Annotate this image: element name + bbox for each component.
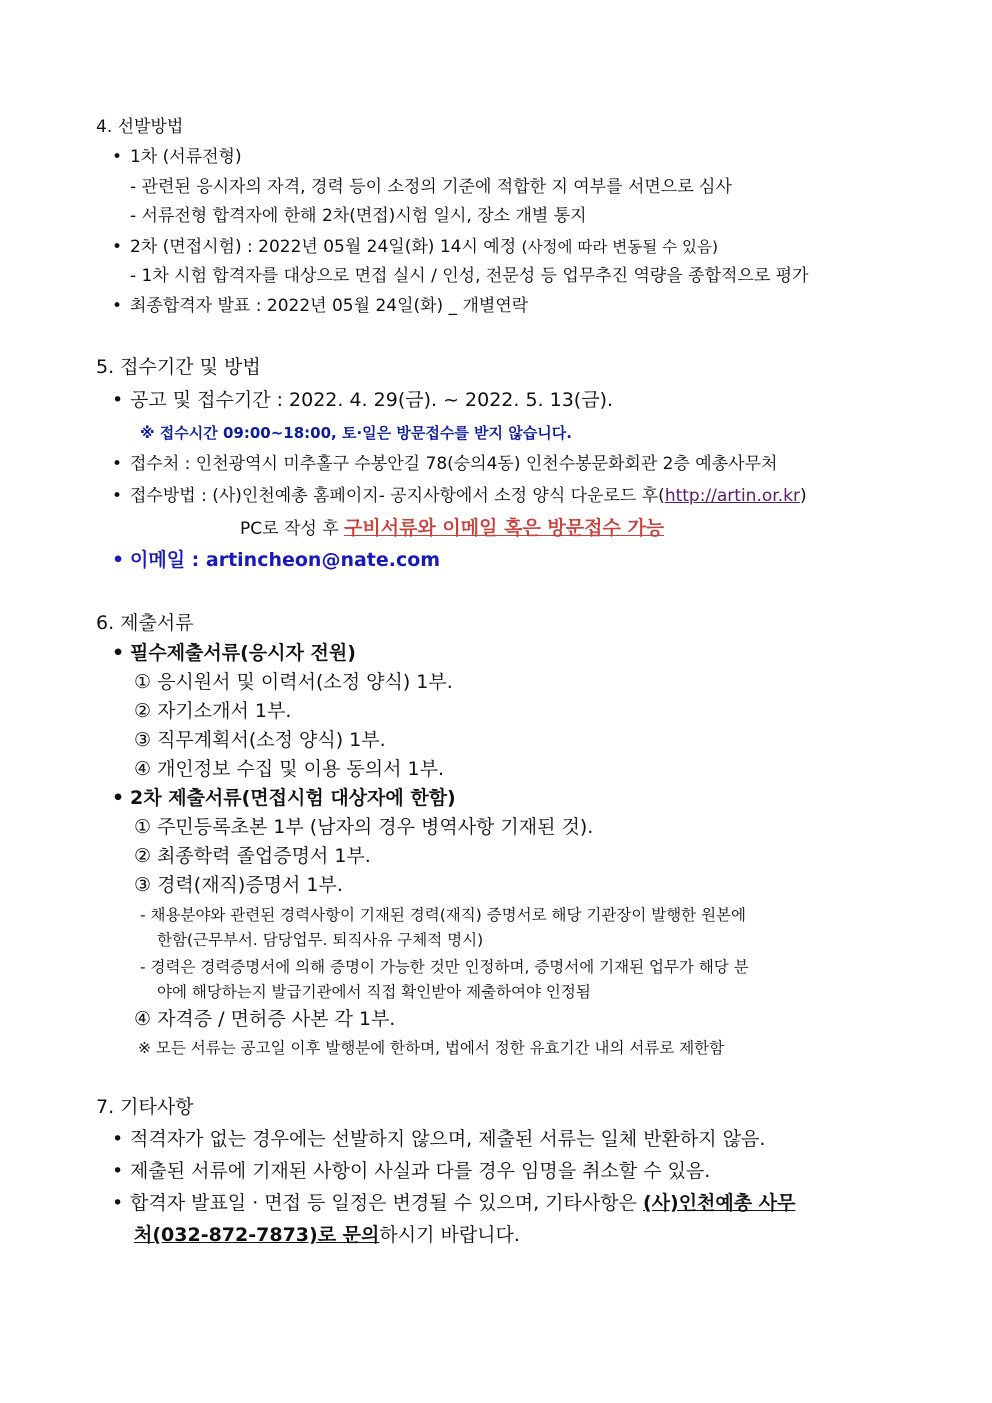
contact-org: (사)인천예총 사무 <box>642 1192 796 1214</box>
bullet: • <box>112 237 123 257</box>
required-doc-4: ④ 개인정보 수집 및 이용 동의서 1부. <box>134 758 445 780</box>
section-7-item-1: • 적격자가 없는 경우에는 선발하지 않으며, 제출된 서류는 일체 반환하지 않음. <box>112 1128 766 1150</box>
required-doc-2: ② 자기소개서 1부. <box>134 700 292 722</box>
bullet: • <box>112 147 123 167</box>
second-doc-3: ③ 경력(재직)증명서 1부. <box>134 874 343 896</box>
section-7-heading: 7. 기타사항 <box>96 1096 194 1118</box>
required-doc-1: ① 응시원서 및 이력서(소정 양식) 1부. <box>134 671 453 693</box>
documents-note: ※ 모든 서류는 공고일 이후 발행분에 한하며, 법에서 정한 유효기간 내의 서류로 제한함 <box>138 1039 725 1057</box>
second-doc-3-detail-2a: - 경력은 경력증명서에 의해 증명이 가능한 것만 인정하며, 증명서에 기재된 업무가 해당 분 <box>140 958 749 976</box>
second-doc-3-detail-1a: - 채용분야와 관련된 경력사항이 기재된 경력(재직) 증명서로 해당 기관장이 발행한 원본에 <box>140 906 746 924</box>
required-docs-title: • 필수제출서류(응시자 전원) <box>112 642 356 664</box>
second-doc-4: ④ 자격증 / 면허증 사본 각 1부. <box>134 1008 396 1030</box>
section-5-period: • 공고 및 접수기간 : 2022. 4. 29(금). ~ 2022. 5. 13(금). <box>112 389 614 411</box>
bullet: • <box>112 787 125 809</box>
section-4-detail-1: - 관련된 응시자의 자격, 경력 등이 소정의 기준에 적합한 지 여부를 서면으로 심사 <box>130 177 732 197</box>
bullet: • <box>112 454 123 474</box>
bullet: • <box>112 549 125 571</box>
second-docs-title: • 2차 제출서류(면접시험 대상자에 한함) <box>112 787 456 809</box>
section-4-item-1: • 1차 (서류전형) <box>112 147 242 167</box>
bullet: • <box>112 296 123 316</box>
section-4-heading: 4. 선발방법 <box>96 117 184 137</box>
bullet: • <box>112 1192 124 1214</box>
section-5-method: • 접수방법 : (사)인천예총 홈페이지- 공지사항에서 소정 양식 다운로드 후(http://artin.or.kr) <box>112 486 807 506</box>
section-5-email: • 이메일 : artincheon@nate.com <box>112 549 441 571</box>
section-4-detail-2: - 서류전형 합격자에 한해 2차(면접)시험 일시, 장소 개별 통지 <box>130 206 587 226</box>
section-5-pc-line: PC로 작성 후 구비서류와 이메일 혹은 방문접수 가능 <box>240 517 665 539</box>
bullet: • <box>112 1128 124 1150</box>
bullet: • <box>112 486 123 506</box>
homepage-link[interactable]: http://artin.or.kr <box>664 486 800 506</box>
section-4-item-2: • 2차 (면접시험) : 2022년 05월 24일(화) 14시 예정 (사정에 따라 변동될 수 있음) <box>112 237 719 257</box>
bullet: • <box>112 1160 124 1182</box>
second-doc-2: ② 최종학력 졸업증명서 1부. <box>134 845 371 867</box>
section-7-item-3: • 합격자 발표일 · 면접 등 일정은 변경될 수 있으며, 기타사항은 (사)인천예총 사무 <box>112 1192 796 1214</box>
section-5-place: • 접수처 : 인천광역시 미추홀구 수봉안길 78(숭의4동) 인천수봉문화회관 2층 예총사무처 <box>112 454 778 474</box>
section-5-heading: 5. 접수기간 및 방법 <box>96 356 261 378</box>
section-4-detail-3: - 1차 시험 합격자를 대상으로 면접 실시 / 인성, 전문성 등 업무추진 역량을 종합적으로 평가 <box>130 266 809 286</box>
submission-highlight: 구비서류와 이메일 혹은 방문접수 가능 <box>344 517 665 539</box>
bullet: • <box>112 642 125 664</box>
section-7-item-3-cont: 처(032-872-7873)로 문의하시기 바랍니다. <box>134 1224 520 1246</box>
section-7-item-2: • 제출된 서류에 기재된 사항이 사실과 다를 경우 임명을 취소할 수 있음. <box>112 1160 711 1182</box>
bullet: • <box>112 389 124 411</box>
required-doc-3: ③ 직무계획서(소정 양식) 1부. <box>134 729 386 751</box>
second-doc-1: ① 주민등록초본 1부 (남자의 경우 병역사항 기재된 것). <box>134 816 594 838</box>
section-4-item-3: • 최종합격자 발표 : 2022년 05월 24일(화) _ 개별연락 <box>112 296 529 316</box>
section-5-notice: ※ 접수시간 09:00~18:00, 토·일은 방문접수를 받지 않습니다. <box>140 424 572 442</box>
second-doc-3-detail-2b: 야에 해당하는지 발급기관에서 직접 확인받아 제출하여야 인정됨 <box>157 983 591 1001</box>
section-6-heading: 6. 제출서류 <box>96 612 194 634</box>
second-doc-3-detail-1b: 한함(근무부서. 담당업무. 퇴직사유 구체적 명시) <box>157 931 484 949</box>
contact-phone: 처(032-872-7873)로 문의 <box>134 1224 380 1246</box>
